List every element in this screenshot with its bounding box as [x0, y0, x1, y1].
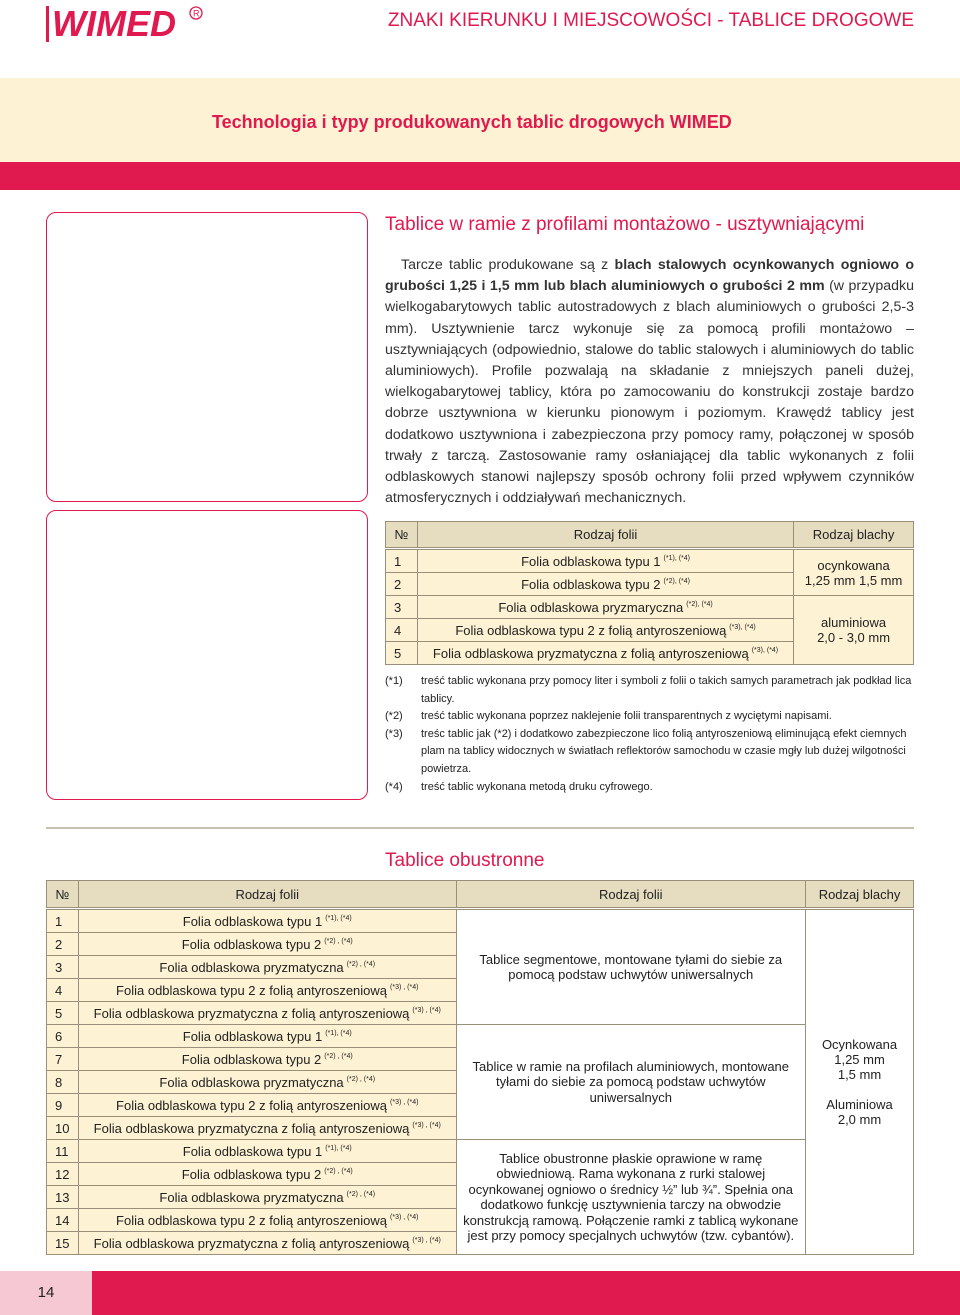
col-header-folia: Rodzaj folii — [78, 881, 456, 908]
section2-table — [46, 880, 914, 1255]
table-row: 2 Folia odblaskowa typu 2 $^{(*2), (*4)}$ — [386, 573, 914, 596]
footnote: (*4) treść tablic wykonana metodą druku cyfrowego. — [385, 780, 653, 793]
svg-text:WIMED: WIMED — [52, 3, 176, 44]
header-title: ZNAKI KIERUNKU I MIEJSCOWOŚCI - TABLICE DROGOWE — [387, 10, 914, 31]
blacha-aluminium: aluminiowa 2,0 - 3,0 mm — [794, 596, 914, 665]
table-row: 1 Folia odblaskowa typu 1 $^{(*1), (*4)}$ ocynkowana 1,25 mm 1,5 mm — [386, 550, 914, 573]
wimed-logo — [42, 2, 207, 46]
blacha-cell: Ocynkowana 1,25 mm 1,5 mm Aluminiowa 2,0 mm — [806, 910, 914, 1255]
table-row: 9 Folia odblaskowa typu 2 z folią antyroszeniową $^{(*3) , (*4)}$ — [47, 1094, 914, 1117]
table-row: 7 Folia odblaskowa typu 2 $^{(*2) , (*4)}$ — [47, 1048, 914, 1071]
footnote: (*3) treśc tablic jak (*2) i dodatkowo zabezpieczone lico folią antyroszeniową eliminującą efekt ciemnych plam na tablicy widocznych w światłach reflektorów samochodu w czasie mgły lub dużej wilgotności powietrza. — [385, 727, 907, 775]
table-row: 3 Folia odblaskowa pryzmaryczna $^{(*2), (*4)}$ aluminiowa 2,0 - 3,0 mm — [386, 596, 914, 619]
table-row: 14 Folia odblaskowa typu 2 z folią antyroszeniową $^{(*3) , (*4)}$ — [47, 1209, 914, 1232]
image-placeholder-2 — [46, 510, 368, 800]
blacha-steel: ocynkowana 1,25 mm 1,5 mm — [794, 550, 914, 596]
footnote: (*1) treść tablic wykonana przy pomocy liter i symboli z folii o takich samych parametrach jak podkład lica tablicy. — [385, 675, 912, 705]
group-rama-profile: Tablice w ramie na profilach aluminiowych, montowane tyłami do siebie za pomocą podstaw uchwytów uniwersalnych — [456, 1025, 806, 1140]
page-number: 14 — [0, 1271, 92, 1315]
table-row: 10 Folia odblaskowa pryzmatyczna z folią antyroszeniową $^{(*3) , (*4)}$ — [47, 1117, 914, 1140]
image-placeholder-1 — [46, 212, 368, 502]
table-row: 6 Folia odblaskowa typu 1 $^{(*1), (*4)}$ Tablice w ramie na profilach aluminiowych, montowane tyłami do siebie za pomocą podstaw uchwytów uniwersalnych — [47, 1025, 914, 1048]
svg-text:R: R — [193, 8, 200, 19]
col-header-folia: Rodzaj folii — [417, 522, 793, 548]
table-row: 13 Folia odblaskowa pryzmatyczna $^{(*2) , (*4)}$ — [47, 1186, 914, 1209]
table-row: 5 Folia odblaskowa pryzmatyczna z folią antyroszeniową $^{(*3) , (*4)}$ — [47, 1002, 914, 1025]
section2-title: Tablice obustronne — [385, 850, 545, 871]
table-row: 11 Folia odblaskowa typu 1 $^{(*1), (*4)}$ Tablice obustronne płaskie oprawione w ramę obwiedniową. Rama wykonana z rurki stalowej ocynkowanej ogniowo o średnicy ½” lub ¾”. Spełnia ona dodatkowo funkcję usztywnienia tarczy na obwodzie konstrukcją ramową. Połączenie ramki z tablicą wykonane jest przy pomocy specjalnych uchwytów (tzw. cybantów). — [47, 1140, 914, 1163]
col-header-blacha: Rodzaj blachy — [794, 522, 914, 548]
red-divider-bar — [0, 162, 960, 190]
col-header-nr: № — [47, 881, 79, 908]
table-row: 4 Folia odblaskowa typu 2 z folią antyroszeniową $^{(*3), (*4)}$ — [386, 619, 914, 642]
table-row: 15 Folia odblaskowa pryzmatyczna z folią antyroszeniową $^{(*3) , (*4)}$ — [47, 1232, 914, 1255]
table-row: 12 Folia odblaskowa typu 2 $^{(*2) , (*4)}$ — [47, 1163, 914, 1186]
table-row: 3 Folia odblaskowa pryzmatyczna $^{(*2) , (*4)}$ — [47, 956, 914, 979]
table-row: 5 Folia odblaskowa pryzmatyczna z folią antyroszeniową $^{(*3), (*4)}$ — [386, 642, 914, 665]
section1-title: Tablice w ramie z profilami montażowo - usztywniającymi — [385, 214, 865, 235]
col-header-typ: Rodzaj folii — [456, 881, 806, 908]
table-row: 8 Folia odblaskowa pryzmatyczna $^{(*2) , (*4)}$ — [47, 1071, 914, 1094]
col-header-nr: № — [386, 522, 418, 548]
table-row: 4 Folia odblaskowa typu 2 z folią antyroszeniową $^{(*3) , (*4)}$ — [47, 979, 914, 1002]
table-row: 1 Folia odblaskowa typu 1 $^{(*1), (*4)}$ Tablice segmentowe, montowane tyłami do siebie za pomocą podstaw uchwytów uniwersalnych Ocynkowana 1,25 mm 1,5 mm Aluminiowa 2,0 mm — [47, 910, 914, 933]
section1-paragraph: Tarcze tablic produkowane są z blach stalowych ocynkowanych ogniowo o grubości 1,25 i 1,5 mm lub blach aluminiowych o grubości 2 mm (w przypadku wielkogabarytowych tablic autostradowych z blach aluminiowych o grubości 2,5-3 mm). Usztywnienie tarcz wykonuje się za pomocą profili montażowo – usztywniających (odpowiednio, stalowe do tablic stalowych i aluminiowych do tablic aluminiowych). Profile pozwalają na składanie z mniejszych paneli dużej, wielkogabarytowej tablicy, która po zamocowaniu do konstrukcji zostaje bardzo dobrze usztywniona w kierunku pionowym i poziomym. Krawędź tablicy jest dodatkowo usztywniona i zabezpieczona przy pomocy ramy, połączonej w sposób trwały z tarczą. Zastosowanie ramy osłaniającej dla tablic wykonanych z folii odblaskowych stanowi najlepszy sposób ochrony folii przed wpływem czynników atmosferycznych i oddziaływań mechanicznych. — [385, 257, 914, 507]
group-obwiedniowa: Tablice obustronne płaskie oprawione w ramę obwiedniową. Rama wykonana z rurki stalowej ocynkowanej ogniowo o średnicy ½” lub ¾”. Spełnia ona dodatkowo funkcję usztywnienia tarczy na obwodzie konstrukcją ramową. Połączenie ramki z tablicą wykonane jest przy pomocy specjalnych uchwytów (tzw. cybantów). — [456, 1140, 806, 1255]
group-segmentowe: Tablice segmentowe, montowane tyłami do siebie za pomocą podstaw uchwytów uniwersalnych — [456, 910, 806, 1025]
footnotes — [385, 673, 915, 796]
page-footer — [0, 1271, 960, 1315]
table-row: 2 Folia odblaskowa typu 2 $^{(*2) , (*4)}$ — [47, 933, 914, 956]
section-divider — [46, 827, 914, 829]
page-header — [0, 0, 960, 78]
band-title: Technologia i typy produkowanych tablic drogowych WIMED — [212, 112, 732, 132]
footnote: (*2) treść tablic wykonana poprzez naklejenie folii transparentnych z wyciętymi napisami. — [385, 710, 832, 723]
section1-table — [385, 521, 914, 665]
col-header-blacha: Rodzaj blachy — [806, 881, 914, 908]
